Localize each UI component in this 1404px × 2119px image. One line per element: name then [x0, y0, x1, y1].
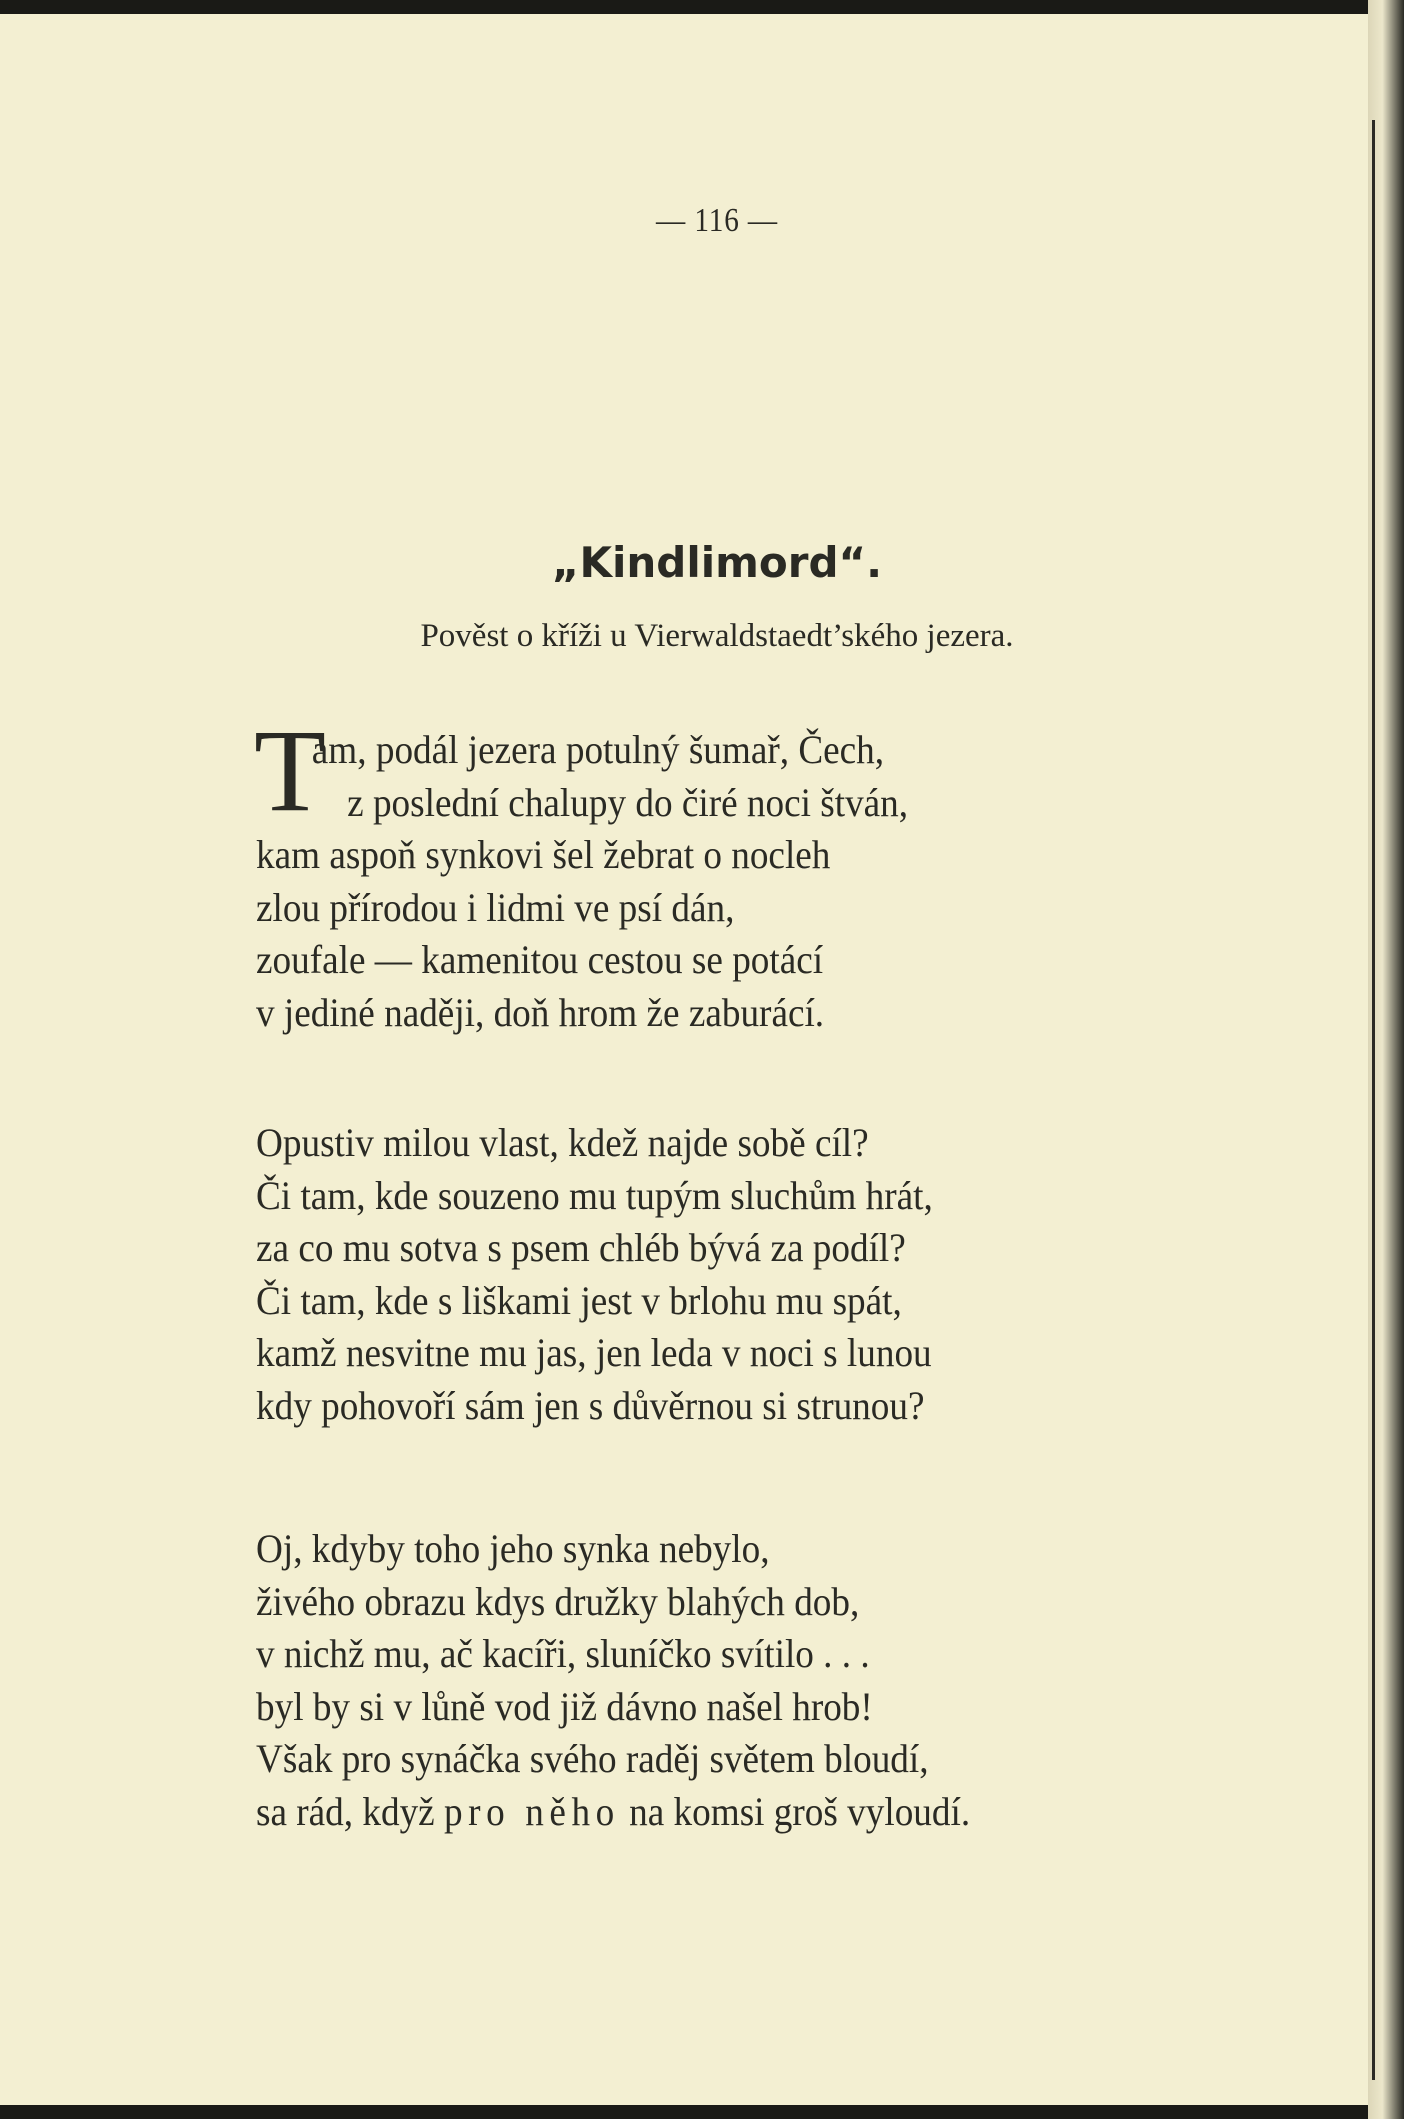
- verse-line: Opustiv milou vlast, kdež najde sobě cíl?: [256, 1120, 869, 1165]
- stanza-1: [256, 724, 1256, 1040]
- stanza-3: [256, 1523, 1256, 1839]
- verse-line: kam aspoň synkovi šel žebrat o nocleh: [256, 832, 831, 878]
- drop-cap: T: [254, 705, 327, 836]
- verse-line: zlou přírodou i lidmi ve psí dán,: [256, 884, 735, 930]
- poem-title: „Kindlimord“.: [551, 538, 883, 587]
- verse-line: Či tam, kde souzeno mu tupým sluchům hrát,: [256, 1172, 933, 1218]
- verse-line: kamž nesvitne mu jas, jen leda v noci s lunou: [256, 1330, 932, 1376]
- stanza-2: [256, 1117, 1256, 1433]
- verse-line: živého obrazu kdys družky blahých dob,: [256, 1578, 860, 1624]
- verse-line: byl by si v lůně vod již dávno našel hrob!: [256, 1683, 873, 1729]
- page-number: — 116 —: [656, 202, 778, 239]
- verse-line: Oj, kdyby toho jeho synka nebylo,: [256, 1526, 770, 1571]
- verse-fragment: na komsi groš vyloudí.: [619, 1788, 971, 1834]
- verse-line: zoufale — kamenitou cestou se potácí: [256, 937, 824, 983]
- verse-fragment: sa rád, když: [256, 1788, 445, 1834]
- verse-line: am, podál jezera potulný šumař, Čech,: [311, 727, 885, 772]
- verse-line: v nichž mu, ač kacíři, sluníčko svítilo . . .: [256, 1631, 870, 1677]
- book-page: [0, 14, 1368, 2105]
- emphasized-phrase: pro něho: [444, 1788, 620, 1834]
- verse-line: kdy pohovoří sám jen s důvěrnou si strunou?: [256, 1382, 925, 1428]
- verse-line: [256, 1786, 1186, 1839]
- verse-line: z poslední chalupy do čiré noci štván,: [347, 779, 909, 825]
- poem-subtitle: Pověst o kříži u Vierwaldstaedt’ského jezera.: [420, 618, 1014, 654]
- verse-line: v jediné naději, doň hrom že zaburácí.: [256, 989, 825, 1035]
- binding-shadow: [1372, 120, 1375, 2080]
- verse-line: za co mu sotva s psem chléb bývá za podíl?: [256, 1225, 906, 1271]
- verse-line: Či tam, kde s liškami jest v brlohu mu spát,: [256, 1277, 902, 1323]
- verse-line: Však pro synáčka svého raděj světem bloudí,: [256, 1736, 929, 1782]
